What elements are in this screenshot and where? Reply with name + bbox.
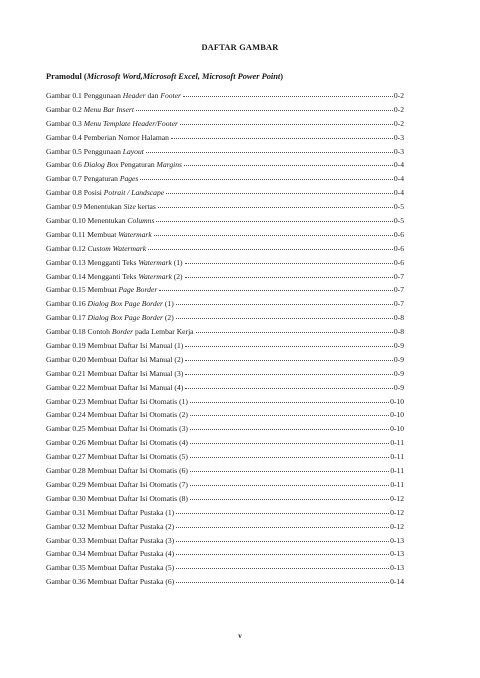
dot-leader [148, 248, 393, 250]
figure-page-number: 0-12 [390, 507, 404, 517]
caption-italic-text: Pages [119, 174, 139, 184]
dot-leader [166, 192, 393, 194]
figure-caption [46, 145, 144, 159]
caption-text: Gambar 0.32 Membuat Daftar Pustaka (2) [46, 521, 175, 531]
figure-caption [46, 464, 188, 478]
figure-caption [46, 561, 174, 575]
figure-page-number: 0-4 [393, 188, 404, 198]
figure-caption [46, 172, 138, 186]
figure-page-number: 0-11 [390, 452, 404, 462]
figure-caption [46, 131, 169, 145]
caption-text: Gambar 0.26 Membuat Daftar Isi Otomatis (4) [46, 438, 188, 448]
caption-italic-text: Size [123, 202, 136, 212]
caption-text: Gambar 0.24 Membuat Daftar Isi Otomatis (2) [46, 410, 188, 420]
caption-text: Gambar 0.33 Membuat Daftar Pustaka (3) [46, 535, 175, 545]
figure-page-number: 0-2 [393, 104, 404, 114]
figure-list [46, 89, 404, 589]
figure-page-number: 0-12 [390, 493, 404, 503]
caption-text: Gambar 0.14 Mengganti Teks [46, 271, 139, 281]
section-heading-suffix: ) [280, 72, 283, 81]
figure-caption [46, 256, 183, 270]
list-item[interactable] [46, 367, 404, 381]
list-item[interactable] [46, 561, 404, 575]
caption-italic-text: Page Border [118, 285, 158, 295]
section-heading-italic: Microsoft Word,Microsoft Excel, Microsoft Power Point [86, 72, 281, 81]
figure-page-number: 0-5 [393, 216, 404, 226]
dot-leader [176, 526, 389, 528]
dot-leader [158, 206, 393, 208]
figure-page-number: 0-5 [393, 202, 404, 212]
page-number: v [238, 632, 242, 640]
dot-leader [185, 262, 393, 264]
figure-caption [46, 325, 194, 339]
dot-leader [183, 95, 393, 97]
figure-page-number: 0-10 [390, 396, 404, 406]
list-item[interactable] [46, 172, 404, 186]
caption-text: Gambar 0.3 [46, 118, 84, 128]
list-item[interactable] [46, 478, 404, 492]
dot-leader [154, 234, 393, 236]
list-item[interactable] [46, 436, 404, 450]
dot-leader [190, 428, 389, 430]
figure-page-number: 0-9 [393, 382, 404, 392]
figure-page-number: 0-7 [393, 285, 404, 295]
caption-text: kertas [135, 202, 156, 212]
caption-text: dan [145, 91, 161, 100]
caption-text: (2) [171, 271, 183, 281]
dot-leader [190, 470, 389, 472]
list-item[interactable] [46, 228, 404, 242]
figure-caption [46, 395, 188, 409]
list-item[interactable] [46, 506, 404, 520]
figure-page-number: 0-13 [390, 549, 404, 559]
dot-leader [171, 137, 393, 139]
figure-page-number: 0-11 [390, 479, 404, 489]
figure-caption [46, 339, 183, 353]
caption-text: Gambar 0.19 Membuat Daftar Isi Manual (1) [46, 341, 184, 351]
figure-caption [46, 436, 188, 450]
list-item[interactable] [46, 520, 404, 534]
figure-caption [46, 158, 182, 172]
list-item[interactable] [46, 186, 404, 200]
list-item[interactable] [46, 214, 404, 228]
figure-page-number: 0-12 [390, 521, 404, 531]
list-item[interactable] [46, 242, 404, 256]
caption-text: Gambar 0.11 Membuat [46, 229, 119, 239]
dot-leader [176, 553, 389, 555]
list-item[interactable] [46, 131, 404, 145]
figure-page-number: 0-2 [393, 118, 404, 128]
caption-italic-text: Custom Watermark [87, 243, 147, 253]
caption-italic-text: Border [111, 327, 134, 337]
caption-text: Gambar 0.36 Membuat Daftar Pustaka (6) [46, 577, 175, 587]
figure-page-number: 0-7 [393, 299, 404, 309]
list-item[interactable] [46, 395, 404, 409]
caption-text: Gambar 0.12 [46, 243, 88, 253]
figure-caption [46, 353, 183, 367]
dot-leader [190, 456, 389, 458]
figure-page-number: 0-9 [393, 368, 404, 378]
list-item[interactable] [46, 297, 404, 311]
figure-page-number: 0-7 [393, 271, 404, 281]
figure-page-number: 0-14 [390, 577, 404, 587]
figure-page-number: 0-4 [393, 160, 404, 170]
caption-italic-text: Dialog Box Page Border [87, 299, 163, 309]
figure-page-number: 0-6 [393, 229, 404, 239]
dot-leader [176, 303, 393, 305]
caption-text: Gambar 0.7 Pengaturan [46, 174, 120, 184]
figure-caption [46, 283, 157, 297]
caption-text: Gambar 0.22 Membuat Daftar Isi Manual (4) [46, 382, 184, 392]
dot-leader [140, 178, 393, 180]
list-item[interactable] [46, 408, 404, 422]
list-item[interactable] [46, 270, 404, 284]
dot-leader [156, 220, 392, 222]
list-item[interactable] [46, 89, 404, 103]
figure-page-number: 0-13 [390, 563, 404, 573]
caption-text: Gambar 0.2 [46, 104, 84, 114]
list-item[interactable] [46, 575, 404, 589]
dot-leader [184, 164, 393, 166]
caption-italic-text: Dialog Box [83, 160, 119, 170]
caption-italic-text: Columns [127, 216, 155, 226]
caption-text: Gambar 0.6 [46, 160, 84, 170]
figure-page-number: 0-6 [393, 243, 404, 253]
figure-page-number: 0-6 [393, 257, 404, 267]
caption-text: Gambar 0.5 Penggunaan [46, 146, 123, 156]
caption-text: Gambar 0.9 Menentukan [46, 202, 124, 212]
figure-caption [46, 228, 152, 242]
caption-italic-text: Watermark [138, 271, 172, 281]
figure-caption [46, 200, 156, 214]
figure-caption [46, 408, 188, 422]
list-item[interactable] [46, 547, 404, 561]
figure-caption [46, 381, 183, 395]
dot-leader [185, 345, 393, 347]
caption-text: Gambar 0.31 Membuat Daftar Pustaka (1) [46, 507, 175, 517]
figure-caption [46, 367, 183, 381]
figure-page-number: 0-4 [393, 174, 404, 184]
dot-leader [176, 581, 389, 583]
caption-text: Gambar 0.20 Membuat Daftar Isi Manual (2) [46, 354, 184, 364]
figure-page-number: 0-11 [390, 438, 404, 448]
caption-italic-text: Menu Bar Insert [83, 104, 134, 114]
dot-leader [176, 317, 393, 319]
caption-text: Gambar 0.1 Penggunaan [46, 91, 123, 100]
caption-text: Gambar 0.27 Membuat Daftar Isi Otomatis (5) [46, 452, 188, 462]
caption-text: (1) [162, 299, 174, 309]
caption-text: Gambar 0.28 Membuat Daftar Isi Otomatis (6) [46, 466, 188, 476]
caption-text: Gambar 0.8 Posisi [46, 188, 104, 198]
list-item[interactable] [46, 117, 404, 131]
figure-caption [46, 520, 174, 534]
caption-text: Pengaturan [118, 160, 157, 170]
list-item[interactable] [46, 353, 404, 367]
list-item[interactable] [46, 339, 404, 353]
list-item[interactable] [46, 325, 404, 339]
figure-page-number: 0-8 [393, 327, 404, 337]
caption-text: Gambar 0.21 Membuat Daftar Isi Manual (3) [46, 368, 184, 378]
caption-italic-text: Layout [122, 146, 144, 156]
figure-caption [46, 478, 188, 492]
section-heading-prefix: Pramodul ( [46, 72, 87, 81]
figure-caption [46, 214, 154, 228]
figure-page-number: 0-10 [390, 424, 404, 434]
caption-text: Gambar 0.4 Pemberian Nomor Halaman [46, 132, 169, 142]
figure-caption [46, 117, 178, 131]
dot-leader [136, 109, 393, 111]
dot-leader [159, 289, 393, 291]
list-item[interactable] [46, 145, 404, 159]
dot-leader [176, 567, 389, 569]
caption-text: Gambar 0.29 Membuat Daftar Isi Otomatis (7) [46, 479, 188, 489]
figure-page-number: 0-9 [393, 341, 404, 351]
caption-text: Gambar 0.13 Mengganti Teks [46, 257, 139, 267]
caption-italic-text: Margins [156, 160, 182, 170]
list-item[interactable] [46, 103, 404, 117]
dot-leader [190, 484, 389, 486]
caption-italic-text: Footer [160, 91, 181, 100]
section-heading [46, 72, 446, 81]
caption-text: Gambar 0.16 [46, 299, 88, 309]
figure-caption [46, 242, 146, 256]
figure-page-number: 0-9 [393, 354, 404, 364]
figure-caption [46, 186, 164, 200]
caption-text: Gambar 0.34 Membuat Daftar Pustaka (4) [46, 549, 175, 559]
figure-caption [46, 311, 174, 325]
figure-caption [46, 297, 174, 311]
list-item[interactable] [46, 283, 404, 297]
figure-caption [46, 270, 183, 284]
figure-caption [46, 506, 174, 520]
dot-leader [190, 401, 389, 403]
figure-page-number: 0-3 [393, 132, 404, 142]
figure-page-number: 0-3 [393, 146, 404, 156]
caption-text: Gambar 0.17 [46, 313, 88, 323]
list-item[interactable] [46, 158, 404, 172]
list-item[interactable] [46, 450, 404, 464]
caption-text: Gambar 0.30 Membuat Daftar Isi Otomatis (8) [46, 493, 188, 503]
caption-text: Gambar 0.10 Menentukan [46, 216, 128, 226]
list-item[interactable] [46, 200, 404, 214]
caption-text: (2) [162, 313, 174, 323]
caption-text: (1) [171, 257, 183, 267]
caption-text: pada Lembar Kerja [133, 327, 194, 337]
dot-leader [146, 151, 393, 153]
dot-leader [190, 498, 389, 500]
caption-text: Gambar 0.23 Membuat Daftar Isi Otomatis (1) [46, 396, 188, 406]
figure-page-number: 0-13 [390, 535, 404, 545]
list-item[interactable] [46, 256, 404, 270]
caption-text: Gambar 0.25 Membuat Daftar Isi Otomatis (3) [46, 424, 188, 434]
list-item[interactable] [46, 311, 404, 325]
list-item[interactable] [46, 534, 404, 548]
figure-caption [46, 534, 174, 548]
dot-leader [176, 540, 389, 542]
caption-italic-text: Watermark [138, 257, 172, 267]
dot-leader [185, 373, 393, 375]
dot-leader [185, 276, 393, 278]
figure-page-number: 0-11 [390, 466, 404, 476]
figure-caption [46, 575, 174, 589]
figure-page-number: 0-10 [390, 410, 404, 420]
dot-leader [190, 442, 389, 444]
list-item[interactable] [46, 492, 404, 506]
figure-page-number: 0-8 [393, 313, 404, 323]
figure-caption [46, 492, 188, 506]
dot-leader [190, 414, 389, 416]
caption-italic-text: Watermark [118, 229, 152, 239]
page-title: DAFTAR GAMBAR [201, 43, 279, 52]
dot-leader [196, 331, 393, 333]
caption-italic-text: Potrait / Landscape [103, 188, 165, 198]
figure-caption [46, 422, 188, 436]
caption-text: Gambar 0.15 Membuat [46, 285, 119, 295]
figure-page-number: 0-2 [393, 91, 404, 100]
list-item[interactable] [46, 464, 404, 478]
dot-leader [176, 512, 389, 514]
figure-caption [46, 547, 174, 561]
figure-caption [46, 103, 134, 117]
caption-italic-text: Menu Template Header/Footer [83, 118, 178, 128]
dot-leader [185, 387, 393, 389]
dot-leader [180, 123, 393, 125]
caption-text: Gambar 0.18 Contoh [46, 327, 112, 337]
caption-text: Gambar 0.35 Membuat Daftar Pustaka (5) [46, 563, 175, 573]
list-item[interactable] [46, 422, 404, 436]
figure-caption [46, 450, 188, 464]
caption-italic-text: Dialog Box Page Border [87, 313, 163, 323]
list-item[interactable] [46, 381, 404, 395]
dot-leader [185, 359, 393, 361]
figure-caption [46, 89, 181, 103]
caption-italic-text: Header [122, 91, 146, 100]
